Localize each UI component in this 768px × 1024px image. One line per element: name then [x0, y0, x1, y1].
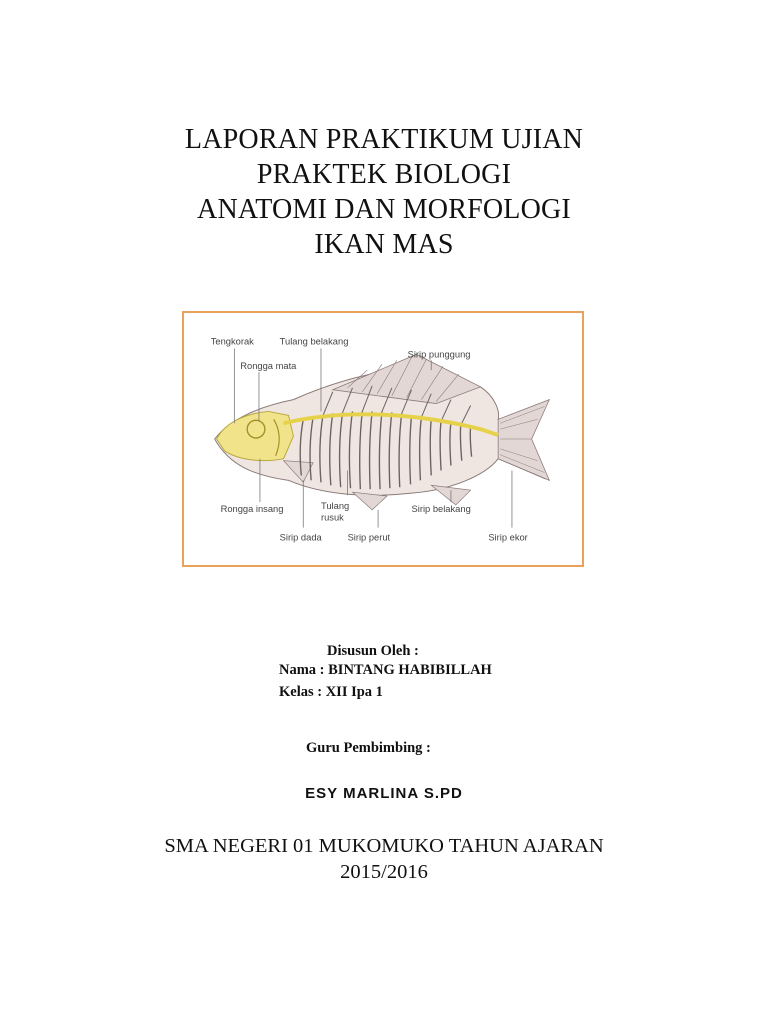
- school-info: [0, 833, 768, 885]
- label-tengkorak: Tengkorak: [210, 336, 254, 347]
- label-sirip-perut: Sirip perut: [347, 532, 391, 543]
- label-sirip-punggung: Sirip punggung: [407, 349, 471, 360]
- label-sirip-dada: Sirip dada: [279, 532, 322, 543]
- school-line-1: SMA NEGERI 01 MUKOMUKO TAHUN AJARAN: [164, 835, 604, 857]
- fish-skeleton-figure: [182, 311, 584, 567]
- document-title: [0, 122, 768, 262]
- tail-fin: [498, 400, 549, 481]
- author-name: Nama : BINTANG HABIBILLAH: [279, 662, 492, 678]
- fish-skeleton-diagram: [184, 313, 582, 565]
- skull: [217, 411, 294, 460]
- title-line-3: ANATOMI DAN MORFOLOGI: [197, 194, 571, 225]
- label-rongga-mata: Rongga mata: [240, 361, 297, 372]
- label-sirip-belakang: Sirip belakang: [411, 503, 471, 514]
- title-line-2: PRAKTEK BIOLOGI: [256, 159, 512, 190]
- label-sirip-ekor: Sirip ekor: [488, 532, 528, 543]
- title-line-1: LAPORAN PRAKTIKUM UJIAN: [184, 124, 584, 155]
- label-rongga-insang: Rongga insang: [220, 503, 284, 514]
- author-class: Kelas : XII Ipa 1: [279, 684, 383, 700]
- label-tulang-rusuk-2: rusuk: [320, 512, 344, 523]
- author-heading: Disusun Oleh :: [327, 643, 419, 659]
- supervisor-heading: Guru Pembimbing :: [306, 740, 431, 756]
- school-line-2: 2015/2016: [340, 861, 428, 883]
- title-line-4: IKAN MAS: [314, 229, 454, 260]
- label-tulang-belakang: Tulang belakang: [279, 336, 349, 347]
- label-tulang-rusuk-1: Tulang: [320, 500, 350, 511]
- supervisor-name: ESY MARLINA S.PD: [305, 785, 463, 802]
